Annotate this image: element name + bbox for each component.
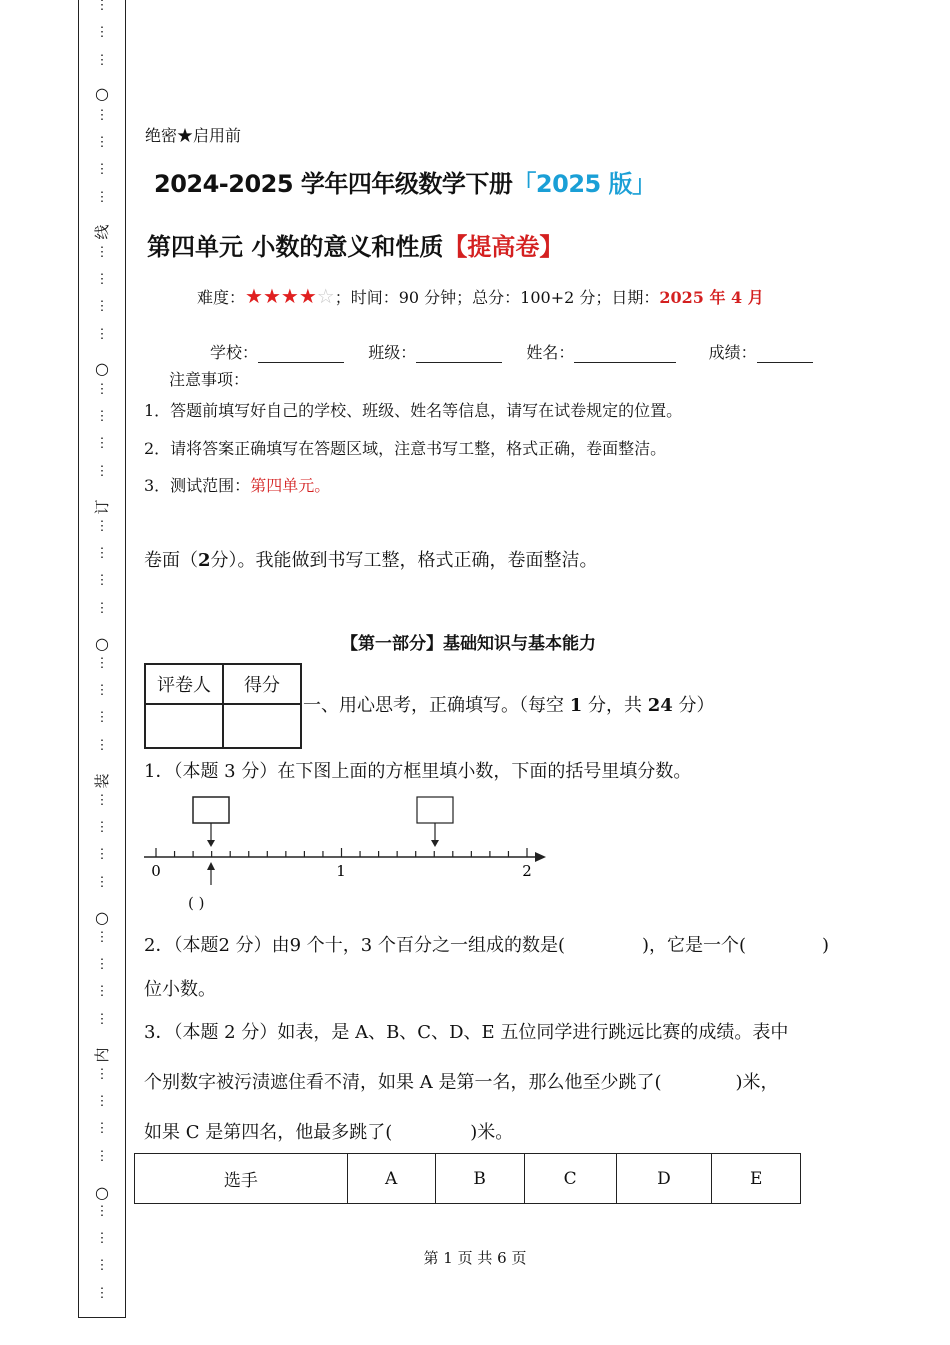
question-3-line-1: 3．（本题 2 分）如表，是 A、B、C、D、E 五位同学进行跳远比赛的成绩。表中: [144, 1022, 789, 1043]
unit-tag: 【提高卷】: [443, 233, 564, 261]
note-1: 1．答题前填写好自己的学校、班级、姓名等信息，请写在试卷规定的位置。: [144, 401, 683, 420]
student-fields: [210, 340, 813, 363]
section-1-prefix: 一、用心思考，正确填写。（每空: [303, 695, 570, 716]
binding-dots: ⋮: [95, 957, 109, 972]
confidential-label: 绝密★启用前: [145, 126, 242, 145]
binding-dots: ⋮: [95, 1011, 109, 1027]
binding-dots: ⋮: [95, 1258, 109, 1274]
jump-results-table: [134, 1153, 801, 1204]
binding-dots: ⋮: [95, 820, 109, 835]
question-2-line-1: [144, 931, 844, 957]
table-cell-player-b: B: [435, 1154, 524, 1204]
exam-edition: 「2025 版」: [512, 170, 656, 198]
question-3-part-a: 个别数字被污渍遮住看不清，如果 A 是第一名，那么他至少跳了(: [144, 1072, 662, 1093]
binding-dots: ⋮: [95, 847, 109, 863]
axis-label-0: 0: [151, 862, 161, 880]
table-cell-player-d: D: [616, 1154, 712, 1204]
star-empty-icon: ☆: [316, 284, 335, 308]
binding-dots: ⋮: [95, 1148, 109, 1164]
score-cell[interactable]: [223, 704, 301, 748]
question-1: 1．（本题 3 分）在下图上面的方框里填小数，下面的括号里填分数。: [144, 761, 692, 782]
grader-header: 评卷人: [145, 664, 223, 704]
table-cell-player-a: A: [347, 1154, 435, 1204]
neatness-points: 2: [198, 550, 211, 571]
binding-hole-circle: ○: [95, 908, 109, 927]
binding-dots: ⋮: [95, 710, 109, 726]
exam-details: ；时间：90 分钟；总分：100+2 分；日期：: [334, 288, 660, 307]
pointer-2-head: [431, 840, 439, 847]
table-header-row: [135, 1154, 801, 1204]
binding-dots: ⋮: [95, 1285, 109, 1301]
table-header-player: 选手: [135, 1154, 348, 1204]
question-3-line-2: [144, 1068, 779, 1094]
notes-title: 注意事项：: [169, 370, 250, 389]
star-filled-icon: ★: [280, 284, 299, 308]
binding-label: 内: [93, 1047, 111, 1063]
binding-dots: ⋮: [95, 52, 109, 68]
difficulty-label: 难度：: [197, 288, 246, 307]
binding-dots: ⋮: [95, 874, 109, 890]
exam-title-main: 2024-2025 学年四年级数学下册: [154, 170, 513, 198]
binding-hole-circle: ○: [95, 359, 109, 378]
star-filled-icon: ★: [245, 284, 263, 308]
binding-label: 线: [93, 224, 111, 240]
binding-dots: ⋮: [95, 792, 109, 808]
decimal-answer-box-1[interactable]: [193, 797, 229, 823]
binding-label: 订: [93, 499, 111, 515]
note-3-scope: 第四单元。: [250, 476, 331, 495]
page-footer: 第 1 页 共 6 页: [423, 1249, 527, 1267]
score-label: 成绩：: [708, 343, 757, 362]
difficulty-stars: [245, 284, 335, 308]
number-line-ticks: [156, 848, 527, 857]
table-cell-player-c: C: [524, 1154, 616, 1204]
name-label: 姓名：: [526, 343, 575, 362]
star-filled-icon: ★: [298, 284, 317, 308]
binding-dots: ⋮: [95, 25, 109, 41]
exam-title: [154, 164, 656, 199]
binding-dots: ⋮: [95, 299, 109, 315]
binding-dots: ⋮: [95, 381, 109, 397]
binding-dots: ⋮: [95, 1231, 109, 1246]
binding-dots: ⋮: [95, 1094, 109, 1109]
question-3-part-c: 如果 C 是第四名，他最多跳了(: [144, 1122, 393, 1143]
binding-dots: ⋮: [95, 244, 109, 260]
binding-dots: ⋮: [95, 655, 109, 671]
binding-dots: ⋮: [95, 189, 109, 205]
question-3-part-b: )米，: [735, 1072, 779, 1093]
binding-dots: ⋮: [95, 162, 109, 178]
neatness-prefix: 卷面（: [144, 550, 198, 571]
binding-hole-circle: ○: [95, 84, 109, 103]
section-1-total: 24: [647, 695, 673, 716]
binding-dots: ⋮: [95, 107, 109, 123]
question-2-part-c: ): [822, 935, 830, 956]
binding-dots: ⋮: [95, 326, 109, 342]
binding-dots: ⋮: [95, 546, 109, 561]
class-field[interactable]: [416, 344, 502, 363]
binding-dots: ⋮: [95, 436, 109, 452]
question-2-part-b: )，它是一个(: [642, 935, 747, 956]
question-3-line-3: [144, 1118, 513, 1144]
unit-title: [147, 227, 563, 262]
axis-label-1: 1: [336, 862, 346, 880]
binding-dots: ⋮: [95, 0, 109, 13]
score-header: 得分: [223, 664, 301, 704]
binding-dots: ⋮: [95, 683, 109, 698]
question-3-part-d: )米。: [470, 1122, 514, 1143]
binding-dots: ⋮: [95, 1203, 109, 1219]
section-1-suffix: 分）: [672, 695, 715, 716]
binding-dots: ⋮: [95, 984, 109, 1000]
section-1-mid: 分，共: [582, 695, 648, 716]
note-2: 2．请将答案正确填写在答题区域，注意书写工整，格式正确，卷面整洁。: [144, 439, 667, 458]
fraction-answer-paren[interactable]: ( ): [188, 894, 205, 912]
binding-hole-circle: ○: [95, 634, 109, 653]
grader-table: [144, 663, 302, 749]
grader-cell[interactable]: [145, 704, 223, 748]
section-1-per: 1: [569, 695, 583, 716]
star-filled-icon: ★: [262, 284, 281, 308]
binding-dots: ⋮: [95, 1066, 109, 1082]
name-field[interactable]: [574, 344, 676, 363]
class-label: 班级：: [368, 343, 417, 362]
binding-label: 装: [93, 773, 111, 789]
pointer-1-head: [207, 840, 215, 847]
binding-dots: ⋮: [95, 573, 109, 589]
note-3-prefix: 3．测试范围：: [144, 476, 251, 495]
exam-date: 2025 年 4 月: [659, 288, 764, 307]
neatness-line: [144, 546, 598, 572]
question-2-line-2: 位小数。: [144, 979, 216, 1000]
binding-dots: ⋮: [95, 409, 109, 424]
part1-title: 【第一部分】基础知识与基本能力: [341, 634, 596, 654]
number-line-figure: [140, 790, 560, 890]
exam-meta: [197, 285, 764, 309]
binding-dots: ⋮: [95, 463, 109, 479]
decimal-answer-box-2[interactable]: [417, 797, 453, 823]
binding-dots: ⋮: [95, 135, 109, 150]
binding-hole-circle: ○: [95, 1183, 109, 1202]
score-field[interactable]: [757, 344, 813, 363]
binding-dots: ⋮: [95, 737, 109, 753]
section-1-heading: [303, 691, 715, 717]
table-cell-player-e: E: [712, 1154, 801, 1204]
neatness-suffix: 分）。我能做到书写工整，格式正确，卷面整洁。: [210, 550, 598, 571]
binding-dots: ⋮: [95, 272, 109, 287]
note-3: [144, 473, 330, 496]
pointer-3-head: [207, 862, 215, 870]
axis-arrowhead: [535, 852, 546, 862]
school-field[interactable]: [258, 344, 344, 363]
unit-name: 第四单元 小数的意义和性质: [147, 233, 444, 261]
school-label: 学校：: [210, 343, 259, 362]
binding-dots: ⋮: [95, 518, 109, 534]
binding-dots: ⋮: [95, 929, 109, 945]
binding-dots: ⋮: [95, 1121, 109, 1137]
binding-dots: ⋮: [95, 600, 109, 616]
question-2-part-a: 2．（本题2 分）由9 个十，3 个百分之一组成的数是(: [144, 935, 565, 956]
axis-label-2: 2: [522, 862, 532, 880]
